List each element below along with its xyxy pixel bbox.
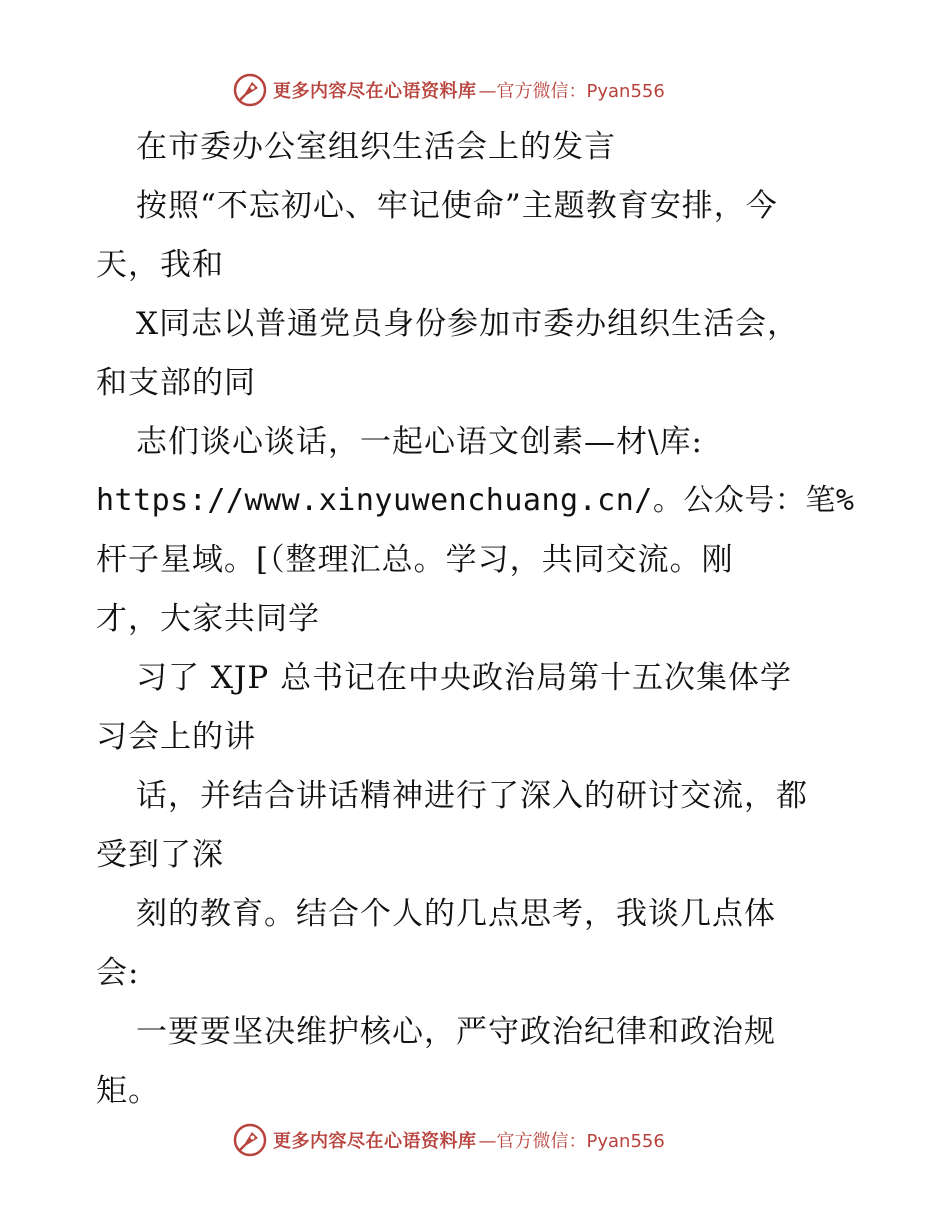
paragraph-line: 志们谈心谈话，一起心语文创素—材\库:: [136, 424, 703, 460]
watermark-contact: —官方微信：Pyan556: [478, 1131, 665, 1152]
watermark-contact: —官方微信：Pyan556: [478, 81, 665, 102]
paragraph-line: 受到了深: [96, 837, 224, 873]
watermark-title: 更多内容尽在心语资料库: [273, 1131, 477, 1152]
paragraph-line: 习了 XJP 总书记在中央政治局第十五次集体学: [136, 660, 793, 696]
paragraph-line: 才，大家共同学: [96, 601, 320, 637]
paragraph-line-url: https://www.xinyuwenchuang.cn/。公众号：笔%: [96, 483, 855, 518]
paragraph-line: 杆子星域。[（整理汇总。学习，共同交流。刚: [96, 542, 734, 578]
document-body: [96, 126, 866, 1129]
watermark-title: 更多内容尽在心语资料库: [273, 81, 477, 102]
paragraph-line: 话，并结合讲话精神进行了深入的研讨交流，都: [136, 778, 808, 814]
paragraph-line: 刻的教育。结合个人的几点思考，我谈几点体: [136, 896, 776, 932]
header-watermark: [233, 72, 665, 108]
paragraph-line: 按照“不忘初心、牢记使命”主题教育安排，今: [136, 188, 778, 224]
paragraph-line: 矩。: [96, 1073, 160, 1109]
footer-watermark: [233, 1122, 665, 1158]
pen-nib-logo-icon: [233, 1123, 267, 1157]
document-title: 在市委办公室组织生活会上的发言: [136, 129, 616, 165]
paragraph-line: 和支部的同: [96, 365, 256, 401]
paragraph-line: 天，我和: [96, 247, 224, 283]
paragraph-line: 一要要坚决维护核心，严守政治纪律和政治规: [136, 1014, 776, 1050]
paragraph-line: X同志以普通党员身份参加市委办组织生活会，: [136, 306, 800, 342]
paragraph-line: 习会上的讲: [96, 719, 256, 755]
pen-nib-logo-icon: [233, 73, 267, 107]
paragraph-line: 会:: [96, 955, 140, 991]
